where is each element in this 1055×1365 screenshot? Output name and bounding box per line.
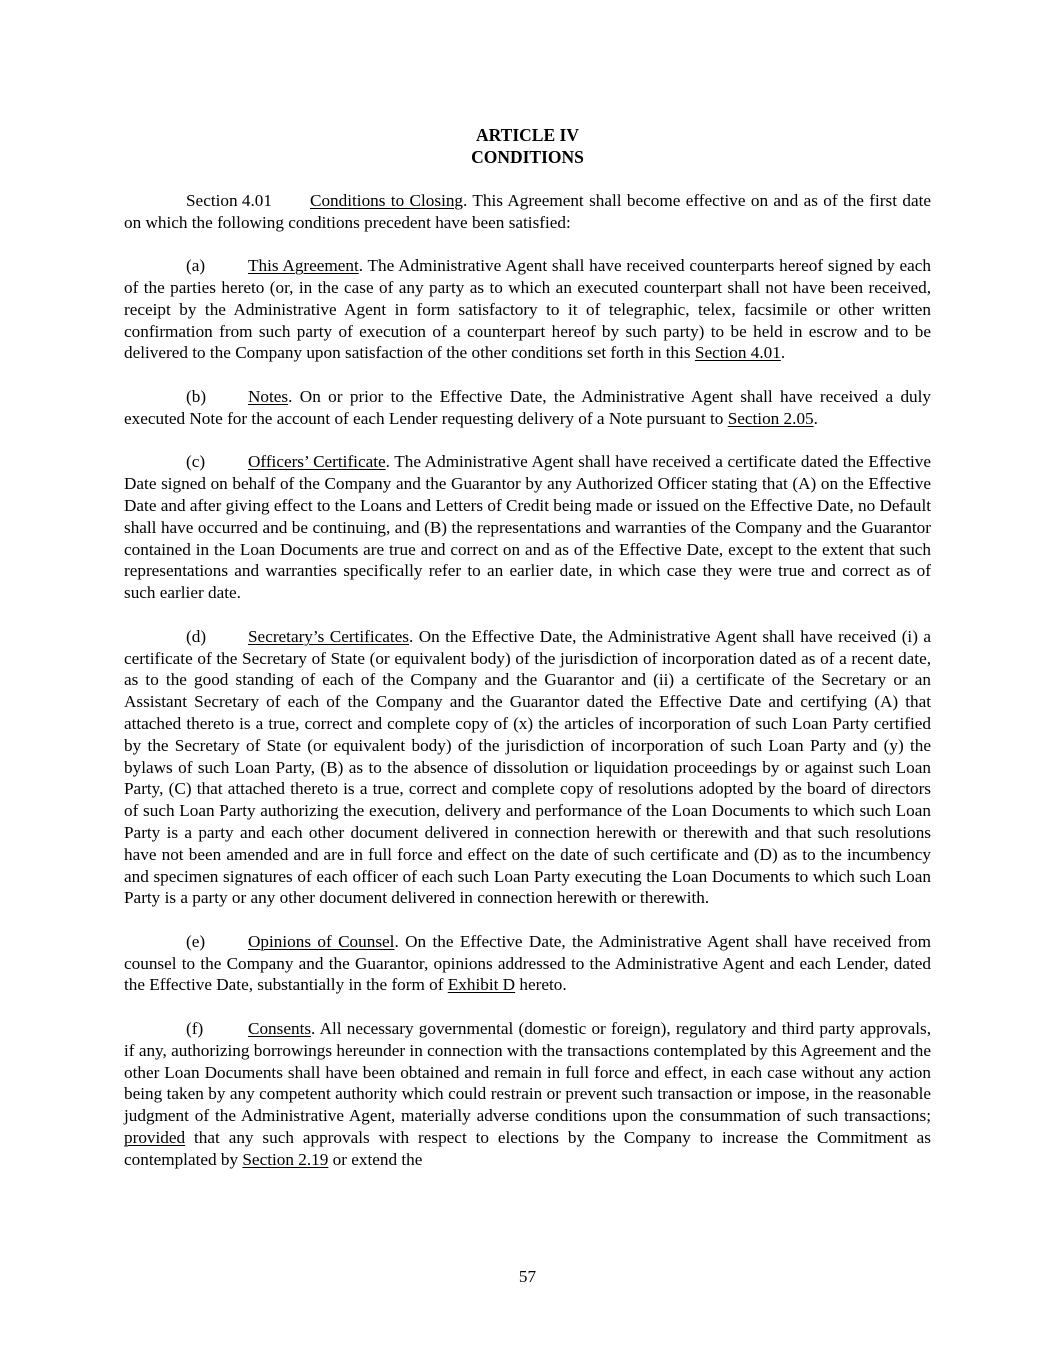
article-subtitle: CONDITIONS — [471, 147, 584, 167]
section-heading: Conditions to Closing — [310, 190, 464, 210]
clause-heading: Secretary’s Certificates — [248, 626, 409, 646]
clause-label: (b) — [186, 386, 207, 406]
clause-text: . On the Effective Date, the Administrative Agent shall have received (i) a certificate of the Secretary of State (or equivalent body) of the jurisdiction of incorporation dated as of a recent date, as to the good standing of each of the Company and the Guarantor and (ii) a certificate of the Secretary or an Assistant Secretary of each of the Company and the Guarantor dated the Effective Date and certifying (A) that attached thereto is a true, correct and complete copy of (x) the articles of incorporation of such Loan Party certified by the Secretary of State (or equivalent body) of the jurisdiction of incorporation of such Loan Party and (y) the bylaws of such Loan Party, (B) as to the absence of dissolution or liquidation proceedings by or against such Loan Party, (C) that attached thereto is a true, correct and complete copy of resolutions adopted by the board of directors of such Loan Party authorizing the execution, delivery and performance of the Loan Documents to which such Loan Party is a party and each other document delivered in connection herewith or therewith and that such resolutions have not been amended and are in full force and effect on the date of such certificate and (D) as to the incumbency and specimen signatures of each officer of each such Loan Party executing the Loan Documents to which such Loan Party is a party or any other document delivered in connection herewith or therewith. — [124, 626, 931, 908]
section-number: Section 4.01 — [186, 190, 272, 210]
clause-label: (e) — [186, 931, 206, 951]
clause-text: . All necessary governmental (domestic or foreign), regulatory and third party approvals, if any, authorizing borrowings hereunder in connection with the transactions contemplated by this Agreement and the other Loan Documents shall have been obtained and remain in full force and effect, in each case without any action being taken by any competent authority which could restrain or prevent such transaction or impose, in the reasonable judgment of the Administrative Agent, materially adverse conditions upon the consummation of such transactions; — [124, 1019, 931, 1126]
clause-text: . The Administrative Agent shall have received counterparts hereof signed by each of the parties hereto (or, in the case of any party as to which an executed counterpart shall not have been received, receipt by the Administrative Agent in form satisfactory to it of telegraphic, telex, facsimile or other written confirmation from such party of execution of a counterpart hereof by such party) to be held in escrow and to be delivered to the Company upon satisfaction of the other conditions set forth in this — [124, 256, 931, 363]
cross-reference: Section 2.05 — [727, 408, 814, 428]
clause-text-mid: that any such approvals with respect to elections by the Company to increase the Commitment as contemplated by — [124, 1128, 931, 1169]
clause-heading: Officers’ Certificate — [248, 452, 386, 472]
clause-label: (f) — [186, 1019, 204, 1039]
clause-text: . On the Effective Date, the Administrative Agent shall have received from counsel to the Company and the Guarantor, opinions addressed to the Administrative Agent and each Lender, dated the Effective Date, substantially in the form of — [124, 931, 931, 995]
clause-f — [124, 1018, 931, 1171]
clause-text-end: . — [813, 408, 818, 428]
clause-text: . On or prior to the Effective Date, the Administrative Agent shall have received a duly executed Note for the account of each Lender requesting delivery of a Note pursuant to — [124, 386, 931, 428]
page-number: 57 — [518, 1267, 537, 1286]
clause-heading: Consents — [248, 1019, 312, 1039]
clause-text: . The Administrative Agent shall have received a certificate dated the Effective Date signed on behalf of the Company and the Guarantor by any Authorized Officer stating that (A) on the Effective Date and after giving effect to the Loans and Letters of Credit being made or issued on the Effective Date, no Default shall have occurred and be continuing, and (B) the representations and warranties of the Company and the Guarantor contained in the Loan Documents are true and correct on and as of the Effective Date, except to the extent that such representations and warranties specifically refer to an earlier date, in which case they were true and correct as of such earlier date. — [124, 452, 932, 603]
article-title: ARTICLE IV — [476, 125, 579, 145]
clause-a — [124, 255, 931, 364]
section-text: . This Agreement shall become effective on and as of the first date on which the following conditions precedent have been satisfied: — [124, 190, 931, 232]
clause-label: (a) — [186, 256, 206, 276]
clause-c — [124, 451, 931, 604]
clause-d — [124, 626, 931, 909]
section-4-01-paragraph — [124, 190, 931, 234]
proviso-term: provided — [124, 1128, 186, 1148]
clause-heading: Opinions of Counsel — [248, 931, 395, 951]
clause-e — [124, 931, 931, 996]
clause-text-end: . — [780, 343, 786, 363]
document-page — [124, 124, 931, 1171]
clause-b — [124, 386, 931, 430]
clause-heading: Notes — [248, 386, 289, 406]
clause-label: (d) — [186, 626, 207, 646]
cross-reference: Section 2.19 — [242, 1149, 329, 1169]
cross-reference: Exhibit D — [447, 975, 516, 995]
clause-heading: This Agreement — [248, 256, 359, 276]
clause-text-end: or extend the — [328, 1149, 423, 1169]
clause-label: (c) — [186, 452, 206, 472]
clause-text-end: hereto. — [515, 975, 567, 995]
cross-reference: Section 4.01 — [694, 343, 781, 363]
